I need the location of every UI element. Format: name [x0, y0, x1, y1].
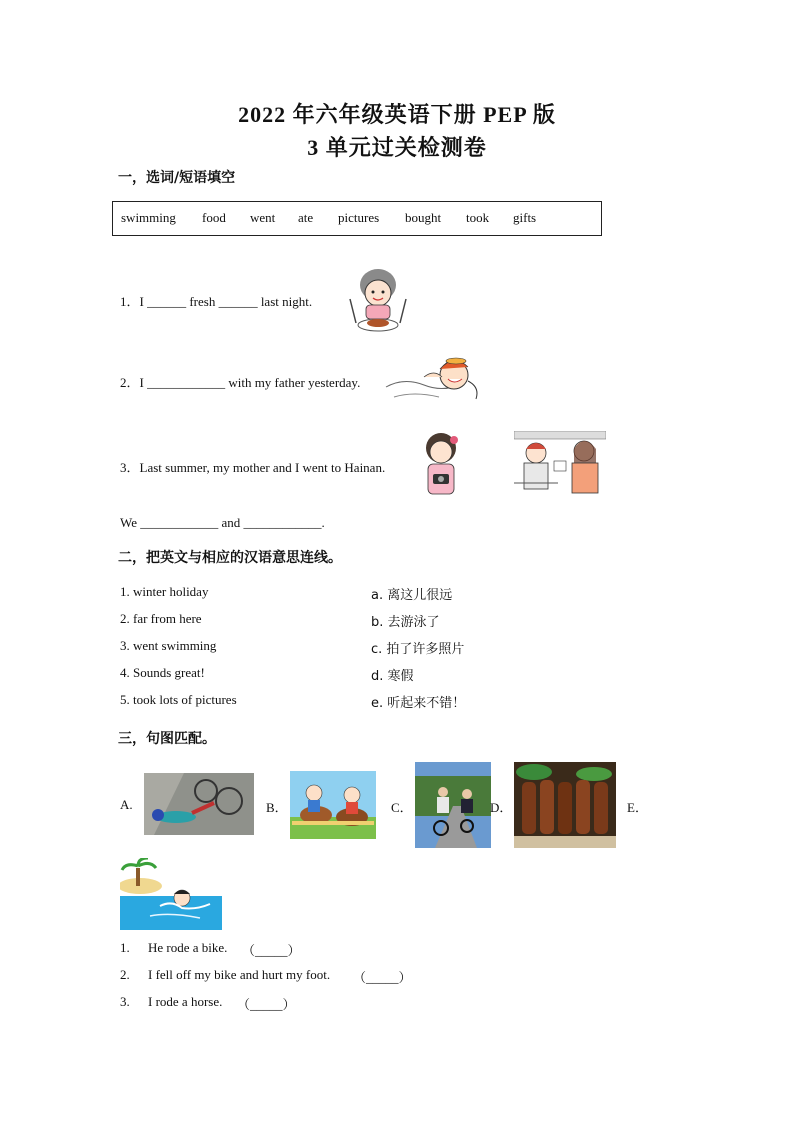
- question-3: 3．Last summer, my mother and I went to Hainan.: [120, 460, 386, 475]
- word-bank-item: went: [250, 210, 276, 225]
- question-1: 1．I ______ fresh ______ last night.: [120, 294, 313, 309]
- word-bank-item: gifts: [513, 210, 537, 225]
- boy-swimming-illustration: [384, 347, 484, 409]
- section1-heading: 一，选词/短语填空: [118, 170, 236, 186]
- shopping-illustration: [514, 431, 606, 501]
- match-english-item: 3. went swimming: [120, 638, 217, 653]
- word-bank-item: ate: [298, 210, 314, 225]
- match-chinese-item: b. 去游泳了: [371, 615, 440, 630]
- girl-eating-illustration: [342, 265, 414, 335]
- image-label-a: A.: [120, 797, 133, 812]
- image-label-c: C．: [391, 800, 413, 815]
- horse-riding-illustration: [290, 771, 376, 839]
- sentence-number: 2.: [120, 967, 130, 982]
- sentence-text: I fell off my bike and hurt my foot.: [148, 967, 331, 982]
- word-bank-item: swimming: [121, 210, 176, 225]
- word-bank-item: took: [466, 210, 490, 225]
- match-chinese-item: d. 寒假: [371, 669, 414, 684]
- word-bank: [112, 201, 602, 236]
- sentence-answer-blank[interactable]: （_____）: [242, 943, 301, 958]
- page-subtitle: 3 单元过关检测卷: [307, 135, 487, 160]
- word-bank-item: food: [202, 210, 226, 225]
- section3-heading: 三，句图匹配。: [118, 731, 216, 747]
- sentence-answer-blank[interactable]: （_____）: [353, 970, 412, 985]
- image-label-e: E．: [627, 800, 648, 815]
- sentence-number: 3.: [120, 994, 130, 1009]
- match-chinese-item: e. 听起来不错！: [371, 696, 466, 711]
- image-label-d: D．: [490, 800, 513, 815]
- kebab-photo: [514, 762, 616, 848]
- sentence-number: 1.: [120, 940, 130, 955]
- match-english-item: 5. took lots of pictures: [120, 692, 237, 707]
- sentence-answer-blank[interactable]: （_____）: [237, 997, 296, 1012]
- image-label-b: B．: [266, 800, 288, 815]
- word-bank-item: pictures: [338, 210, 380, 225]
- sentence-text: He rode a bike.: [148, 940, 228, 955]
- sentence-text: I rode a horse.: [148, 994, 223, 1009]
- page-title: 2022 年六年级英语下册 PEP 版: [238, 102, 556, 127]
- word-bank-item: bought: [405, 210, 442, 225]
- girl-camera-illustration: [418, 430, 464, 500]
- swimming-illustration: [120, 858, 222, 930]
- match-english-item: 1. winter holiday: [120, 584, 209, 599]
- question-3-answer-line: We ____________ and ____________.: [120, 515, 325, 530]
- question-2: 2．I ____________ with my father yesterday.: [120, 375, 361, 390]
- match-chinese-item: a. 离这儿很远: [371, 588, 453, 603]
- match-english-item: 4. Sounds great!: [120, 665, 205, 680]
- bike-fall-photo: [144, 773, 254, 835]
- match-english-item: 2. far from here: [120, 611, 202, 626]
- section2-heading: 二，把英文与相应的汉语意思连线。: [118, 550, 342, 566]
- match-chinese-item: c. 拍了许多照片: [371, 642, 465, 657]
- cycling-photo: [415, 762, 491, 848]
